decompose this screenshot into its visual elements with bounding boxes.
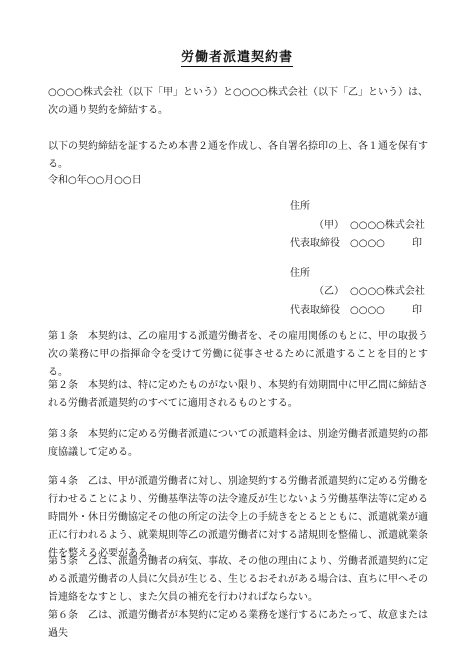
party-b-role: （乙） [314,286,344,297]
intro-paragraph: ○○○○株式会社（以下「甲」という）と○○○○株式会社（以下「乙」という）は、次の通り契約を締結する。 [48,87,428,116]
article-6: 第６条 乙は、派遣労働者が本契約に定める業務を遂行するにあたって、故意または過失 [48,610,428,639]
party-b-rep-name: ○○○○ [350,305,385,316]
party-a-role: （甲） [314,220,344,231]
party-b-address-label: 住所 [290,268,310,279]
article-1: 第１条 本契約は、乙の雇用する派遣労働者を、その雇用関係のもとに、甲の取扱う次の業務に甲の指揮命令を受けて労働に従事させるために派遣することを目的とする。 [48,331,428,378]
party-a-rep-name: ○○○○ [350,238,385,249]
date-line: 令和○年○○月○○日 [48,175,142,186]
party-b-rep-label: 代表取締役 [290,305,340,316]
proof-paragraph: 以下の契約締結を証するため本書２通を作成し、各自署名捺印の上、各１通を保有する。 [48,141,428,170]
article-5: 第５条 乙は、派遣労働者の病気、事故、その他の理由により、労働者派遣契約に定める派遣労働者の人員に欠員が生じる、生じるおそれがある場合は、直ちに甲へその旨連絡をなすとし、また欠員の補充を行わければならない。 [48,556,428,603]
party-a-company: ○○○○株式会社 [350,220,425,231]
party-a-rep-label: 代表取締役 [290,238,340,249]
party-a-seal: 印 [412,238,422,249]
party-b-company: ○○○○株式会社 [350,286,425,297]
document-title: 労働者派遣契約書 [180,50,293,65]
article-3: 第３条 本契約に定める労働者派遣についての派遣料金は、別途労働者派遣契約の都度協議して定める。 [48,429,428,458]
article-2: 第２条 本契約は、特に定めたものがない限り、本契約有効期間中に甲乙間に締結される労働者派遣契約のすべてに適用されるものとする。 [48,380,428,409]
article-4: 第４条 乙は、甲が派遣労働者に対し、別途契約する労働者派遣契約に定める労働を行わせることにより、労働基準法等の法令違反が生じないよう労働基準法等に定める時間外・休日労働協定その他の所定の法令上の手続きをとるとともに、派遣就業が適正に行われるよう、就業規則等乙の派遣労働者に対する諸規則を整備し、派遣就業条件を整える必要がある。 [48,476,428,559]
party-a-address-label: 住所 [290,201,310,212]
party-b-seal: 印 [412,305,422,316]
